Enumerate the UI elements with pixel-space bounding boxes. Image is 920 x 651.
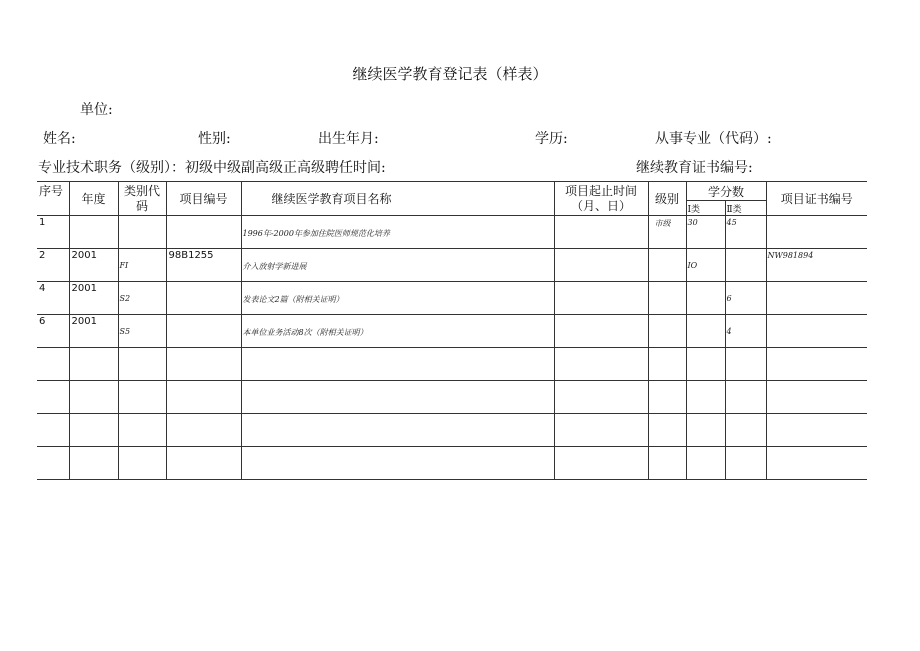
header-year: 年度 bbox=[69, 182, 118, 216]
cell-level bbox=[648, 282, 686, 315]
cell-period bbox=[554, 381, 648, 414]
project-name-value: 1996年-2000年参加住院医师规范化培养 bbox=[242, 229, 390, 238]
field-unit: 单位: bbox=[80, 102, 113, 118]
cell-credit-1 bbox=[686, 282, 725, 315]
cell-credit-2 bbox=[725, 381, 766, 414]
cell-credit-2 bbox=[725, 447, 766, 480]
credit-1-value: IO bbox=[687, 261, 698, 270]
cell-level bbox=[648, 216, 686, 249]
cell-project-no bbox=[166, 315, 241, 348]
type-value: FI bbox=[119, 261, 129, 270]
cell-credit-1 bbox=[686, 315, 725, 348]
cell-project-name bbox=[241, 381, 554, 414]
cell-year bbox=[69, 216, 118, 249]
cell-project-no bbox=[166, 282, 241, 315]
header-credit-1: I类 bbox=[686, 201, 725, 216]
cell-cert bbox=[766, 216, 867, 249]
cell-level bbox=[648, 315, 686, 348]
cell-cert bbox=[766, 282, 867, 315]
type-value: S5 bbox=[119, 327, 131, 336]
project-name-value: 发表论文2篇（附相关证明） bbox=[242, 295, 344, 304]
field-certificate: 继续教育证书编号: bbox=[636, 160, 753, 176]
level-value: 市级 bbox=[654, 219, 671, 228]
cell-seq bbox=[37, 282, 69, 315]
cell-seq bbox=[37, 381, 69, 414]
cell-credit-1 bbox=[686, 216, 725, 249]
type-value: S2 bbox=[119, 294, 131, 303]
project-name-value: 本单位业务活动8次（附相关证明） bbox=[242, 328, 368, 337]
cell-project-name bbox=[241, 447, 554, 480]
cell-year bbox=[69, 315, 118, 348]
cell-cert bbox=[766, 381, 867, 414]
cell-project-name bbox=[241, 282, 554, 315]
cell-level bbox=[648, 381, 686, 414]
seq-value: 6 bbox=[39, 316, 46, 327]
header-seq: 序号 bbox=[37, 182, 69, 216]
cell-credit-1 bbox=[686, 249, 725, 282]
cell-seq bbox=[37, 315, 69, 348]
credit-1-value: 30 bbox=[687, 218, 698, 227]
header-type-code: 类别代码 bbox=[118, 182, 166, 216]
cell-period bbox=[554, 315, 648, 348]
cell-project-no bbox=[166, 216, 241, 249]
cell-cert bbox=[766, 249, 867, 282]
cell-level bbox=[648, 249, 686, 282]
cell-type bbox=[118, 315, 166, 348]
cell-period bbox=[554, 249, 648, 282]
cell-credit-2 bbox=[725, 315, 766, 348]
page-title: 继续医学教育登记表（样表） bbox=[352, 65, 548, 83]
header-credit-2: Ⅱ类 bbox=[725, 201, 766, 216]
cell-year bbox=[69, 282, 118, 315]
table-row bbox=[37, 381, 867, 414]
cell-cert bbox=[766, 447, 867, 480]
cell-seq bbox=[37, 348, 69, 381]
table-row bbox=[37, 447, 867, 480]
cell-type bbox=[118, 348, 166, 381]
cell-project-name bbox=[241, 216, 554, 249]
field-specialty: 从事专业（代码）: bbox=[655, 131, 772, 147]
field-name: 姓名: bbox=[43, 131, 76, 147]
cell-type bbox=[118, 414, 166, 447]
cell-year bbox=[69, 414, 118, 447]
header-period: 项目起止时间（月、日） bbox=[554, 182, 648, 216]
cell-project-name bbox=[241, 348, 554, 381]
credit-2-value: 6 bbox=[726, 294, 732, 303]
cell-project-name bbox=[241, 414, 554, 447]
table-row bbox=[37, 216, 867, 249]
registration-table bbox=[37, 181, 867, 480]
cell-project-name bbox=[241, 249, 554, 282]
cell-project-no bbox=[166, 447, 241, 480]
cell-credit-2 bbox=[725, 216, 766, 249]
cell-year bbox=[69, 381, 118, 414]
cell-seq bbox=[37, 216, 69, 249]
cell-project-no bbox=[166, 249, 241, 282]
year-value: 2001 bbox=[71, 250, 97, 261]
cell-year bbox=[69, 249, 118, 282]
cell-year bbox=[69, 447, 118, 480]
project-name-value: 介入放射学新进展 bbox=[242, 262, 307, 271]
cell-project-no bbox=[166, 348, 241, 381]
field-education: 学历: bbox=[535, 131, 568, 147]
cell-type bbox=[118, 249, 166, 282]
cell-seq bbox=[37, 414, 69, 447]
cell-cert bbox=[766, 414, 867, 447]
cell-credit-1 bbox=[686, 414, 725, 447]
cell-project-name bbox=[241, 315, 554, 348]
table-row bbox=[37, 282, 867, 315]
credit-2-value: 45 bbox=[726, 218, 737, 227]
cell-credit-1 bbox=[686, 348, 725, 381]
cell-credit-2 bbox=[725, 249, 766, 282]
cell-type bbox=[118, 381, 166, 414]
table-row bbox=[37, 414, 867, 447]
header-project-name: 继续医学教育项目名称 bbox=[241, 182, 554, 216]
cell-project-no bbox=[166, 414, 241, 447]
cell-credit-2 bbox=[725, 348, 766, 381]
header-cert-no: 项目证书编号 bbox=[766, 182, 867, 216]
cell-period bbox=[554, 414, 648, 447]
year-value: 2001 bbox=[71, 283, 97, 294]
cell-credit-2 bbox=[725, 414, 766, 447]
cell-period bbox=[554, 447, 648, 480]
cell-project-no bbox=[166, 381, 241, 414]
table-row bbox=[37, 315, 867, 348]
cell-period bbox=[554, 216, 648, 249]
field-position: 专业技术职务（级别）：初级中级副高级正高级聘任时间: bbox=[38, 160, 386, 176]
cell-level bbox=[648, 348, 686, 381]
seq-value: 1 bbox=[39, 217, 46, 228]
cell-cert bbox=[766, 315, 867, 348]
cell-cert bbox=[766, 348, 867, 381]
cell-credit-1 bbox=[686, 381, 725, 414]
field-birth: 出生年月: bbox=[318, 131, 379, 147]
cell-credit-1 bbox=[686, 447, 725, 480]
cell-period bbox=[554, 348, 648, 381]
cell-level bbox=[648, 447, 686, 480]
seq-value: 2 bbox=[39, 250, 46, 261]
cell-period bbox=[554, 282, 648, 315]
cell-level bbox=[648, 414, 686, 447]
cell-seq bbox=[37, 249, 69, 282]
header-project-no: 项目编号 bbox=[166, 182, 241, 216]
cell-type bbox=[118, 282, 166, 315]
cell-credit-2 bbox=[725, 282, 766, 315]
project-no-value: 98B1255 bbox=[168, 250, 214, 261]
year-value: 2001 bbox=[71, 316, 97, 327]
cell-year bbox=[69, 348, 118, 381]
credit-2-value: 4 bbox=[726, 327, 732, 336]
seq-value: 4 bbox=[39, 283, 46, 294]
field-gender: 性别: bbox=[198, 131, 231, 147]
table-row bbox=[37, 249, 867, 282]
cell-type bbox=[118, 216, 166, 249]
cert-value: NW981894 bbox=[767, 251, 814, 260]
header-level: 级别 bbox=[648, 182, 686, 216]
table-row bbox=[37, 348, 867, 381]
cell-seq bbox=[37, 447, 69, 480]
cell-type bbox=[118, 447, 166, 480]
header-credits: 学分数 bbox=[686, 182, 766, 201]
